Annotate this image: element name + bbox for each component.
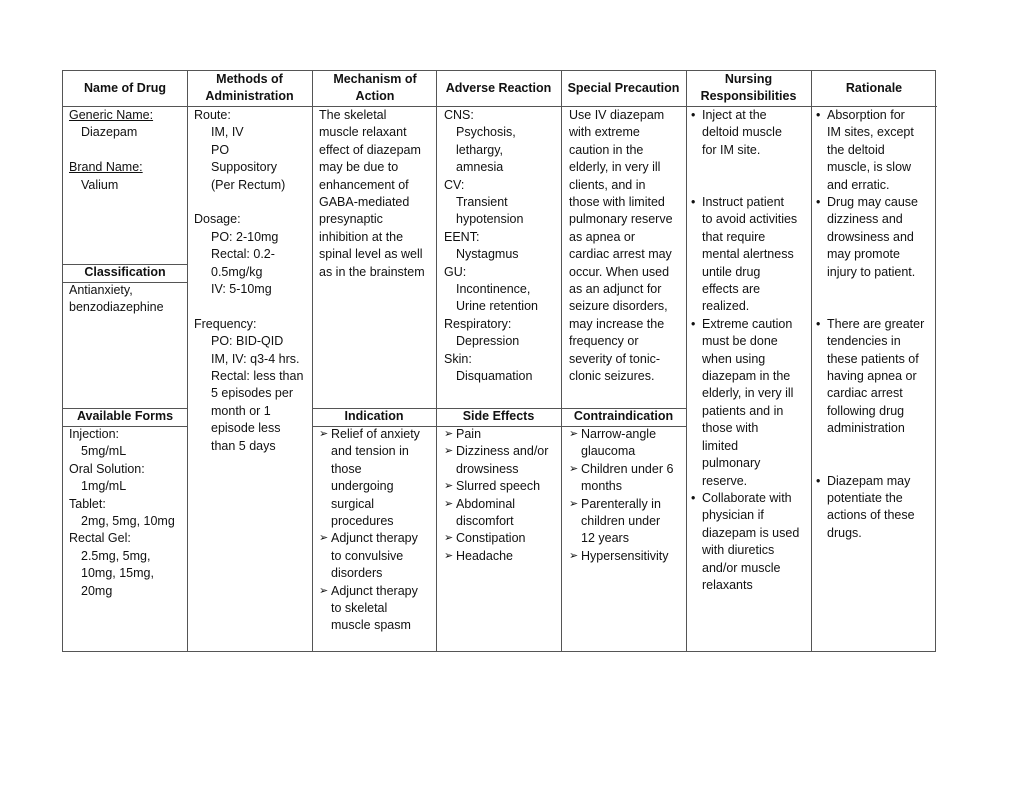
side-effect-item	[444, 426, 548, 443]
side-effect-line: discomfort	[456, 514, 514, 529]
mechanism-line: spinal level as well	[319, 247, 423, 262]
classification-line: benzodiazephine	[69, 300, 164, 315]
gu-value: Incontinence,	[456, 282, 531, 297]
oral-value: 1mg/mL	[81, 479, 127, 494]
nursing-line: • Extreme caution	[702, 316, 793, 331]
precaution-line: clients, and in	[569, 177, 646, 192]
rationale-line: may promote	[827, 247, 900, 262]
nursing-line: diazepam in the	[702, 369, 791, 384]
precaution-line: cardiac arrest may	[569, 247, 672, 262]
contraindication-line: glaucoma	[581, 444, 636, 459]
side-effect-line: ➢ Pain	[456, 427, 482, 441]
rationale-item-2	[815, 194, 924, 281]
drug-study-table	[62, 70, 936, 652]
rationale-line: • Absorption for	[827, 108, 905, 122]
nursing-line: relaxants	[702, 577, 753, 592]
nursing-line: • Collaborate with	[702, 490, 792, 505]
rationale-item-3	[815, 316, 924, 438]
nursing-line: must be done	[702, 334, 778, 349]
special-precaution-block	[569, 107, 673, 386]
nursing-line: to avoid activities	[702, 212, 798, 227]
nursing-line: • Inject at the	[702, 108, 767, 122]
rectal-gel-value: 2.5mg, 5mg,	[81, 548, 151, 563]
precaution-line: with extreme	[569, 125, 640, 140]
drug-name-block	[69, 107, 153, 194]
cv-label: CV:	[444, 177, 465, 192]
nursing-item-1	[690, 107, 799, 159]
mechanism-line: muscle relaxant	[319, 125, 407, 140]
contraindication-line: ➢ Children under 6	[581, 461, 674, 476]
rationale-line: • Drug may cause	[827, 195, 919, 210]
precaution-line: elderly, in very ill	[569, 160, 661, 175]
tablet-value: 2mg, 5mg, 10mg	[81, 514, 175, 529]
rationale-line: muscle, is slow	[827, 160, 912, 175]
brand-name-value: Valium	[81, 177, 119, 192]
header-methods: Methods of Administration	[205, 72, 294, 104]
mechanism-line: The skeletal	[319, 108, 387, 122]
nursing-line: limited	[702, 438, 739, 453]
rationale-line: the deltoid	[827, 142, 885, 157]
indication-line: undergoing	[331, 479, 394, 494]
contraindication-item	[569, 548, 673, 565]
nursing-line: and/or muscle	[702, 560, 781, 575]
side-effect-item	[444, 443, 548, 478]
nursing-line: that require	[702, 229, 766, 244]
brand-name-label: Brand Name:	[69, 160, 143, 175]
rationale-line: tendencies in	[827, 334, 901, 349]
precaution-line: as apnea or	[569, 229, 636, 244]
cv-value: hypotension	[456, 212, 524, 227]
header-nursing-responsibilities: Nursing Responsibilities	[700, 72, 797, 104]
nursing-responsibilities-list	[690, 107, 799, 594]
rationale-line: injury to patient.	[827, 264, 916, 279]
dosage-value: PO: 2-10mg	[211, 229, 279, 244]
indication-item-3	[319, 583, 420, 635]
nursing-line: pulmonary	[702, 456, 761, 471]
eent-value: Nystagmus	[456, 247, 519, 262]
nursing-line: those with	[702, 421, 759, 436]
header-mechanism: Mechanism of Action	[333, 72, 417, 104]
header-name-of-drug: Name of Drug	[84, 81, 166, 95]
rationale-list	[815, 107, 924, 542]
rectal-gel-value: 20mg	[81, 583, 113, 598]
mechanism-line: presynaptic	[319, 212, 383, 227]
precaution-line: frequency or	[569, 334, 639, 349]
cns-label: CNS:	[444, 108, 474, 122]
column-divider	[811, 71, 812, 651]
rationale-line: potentiate the	[827, 490, 903, 505]
precaution-line: seizure disorders,	[569, 299, 668, 314]
column-divider	[561, 71, 562, 651]
cns-value: Psychosis,	[456, 125, 516, 140]
rationale-line: cardiac arrest	[827, 386, 903, 401]
rationale-line: dizziness and	[827, 212, 903, 227]
contraindication-line: ➢ Narrow-angle	[581, 427, 657, 441]
nursing-item-4	[690, 490, 799, 594]
gu-value: Urine retention	[456, 299, 538, 314]
header-rationale: Rationale	[845, 81, 903, 95]
precaution-line: those with limited	[569, 195, 665, 210]
frequency-value: month or 1	[211, 403, 271, 418]
precaution-line: severity of tonic-	[569, 351, 661, 366]
nursing-line: • Instruct patient	[702, 195, 784, 210]
column-divider	[187, 71, 188, 651]
indication-line: and tension in	[331, 444, 409, 459]
frequency-value: than 5 days	[211, 438, 276, 453]
mechanism-block	[319, 107, 425, 281]
contraindication-line: 12 years	[581, 531, 629, 546]
generic-name-label: Generic Name:	[69, 108, 154, 122]
respiratory-label: Respiratory:	[444, 316, 512, 331]
precaution-line: clonic seizures.	[569, 369, 655, 384]
side-effect-line: ➢ Dizziness and/or	[456, 444, 549, 459]
contraindication-line: children under	[581, 514, 661, 529]
rationale-line: drowsiness and	[827, 229, 914, 244]
nursing-line: effects are	[702, 282, 761, 297]
indication-line: disorders	[331, 566, 383, 581]
route-value: PO	[211, 142, 230, 157]
frequency-label: Frequency:	[194, 316, 257, 331]
side-effect-item	[444, 548, 548, 565]
mechanism-line: inhibition at the	[319, 229, 404, 244]
mechanism-line: GABA-mediated	[319, 195, 410, 210]
indication-item-1	[319, 426, 420, 530]
indication-line: to skeletal	[331, 601, 388, 616]
rationale-line: and erratic.	[827, 177, 890, 192]
indication-line: surgical	[331, 496, 375, 511]
side-effect-line: ➢ Headache	[456, 548, 513, 563]
side-effects-list	[444, 426, 548, 565]
rationale-line: IM sites, except	[827, 125, 914, 140]
precaution-line: caution in the	[569, 142, 644, 157]
frequency-value: IM, IV: q3-4 hrs.	[211, 351, 300, 366]
rationale-line: these patients of	[827, 351, 919, 366]
cv-value: Transient	[456, 195, 508, 210]
mechanism-line: may be due to	[319, 160, 399, 175]
nursing-line: mental alertness	[702, 247, 794, 262]
indication-item-2	[319, 530, 420, 582]
mechanism-line: effect of diazepam	[319, 142, 421, 157]
contraindication-line: ➢ Hypersensitivity	[581, 548, 669, 563]
column-divider	[312, 71, 313, 651]
indication-line: ➢ Relief of anxiety	[331, 427, 420, 441]
rationale-line: following drug	[827, 403, 905, 418]
side-effect-item	[444, 496, 548, 531]
column-divider	[436, 71, 437, 651]
injection-label: Injection:	[69, 427, 120, 441]
rectal-gel-value: 10mg, 15mg,	[81, 566, 154, 581]
side-effect-line: ➢ Slurred speech	[456, 479, 541, 494]
mechanism-line: as in the brainstem	[319, 264, 425, 279]
rationale-line: • There are greater	[827, 316, 925, 331]
contraindication-heading: Contraindication	[573, 409, 674, 423]
indication-line: those	[331, 461, 362, 476]
side-effect-line: drowsiness	[456, 461, 519, 476]
nursing-item-3	[690, 316, 799, 490]
tablet-label: Tablet:	[69, 496, 106, 511]
indication-line: ➢ Adjunct therapy	[331, 583, 418, 598]
header-adverse-reaction: Adverse Reaction	[445, 81, 552, 95]
route-value: Suppository	[211, 160, 278, 175]
nursing-line: when using	[702, 351, 766, 366]
nursing-line: physician if	[702, 508, 764, 523]
contraindication-item	[569, 426, 673, 461]
available-forms-heading: Available Forms	[76, 409, 174, 423]
indication-line: ➢ Adjunct therapy	[331, 531, 418, 546]
frequency-value: Rectal: less than	[211, 369, 304, 384]
column-divider	[686, 71, 687, 651]
rationale-item-4	[815, 473, 924, 543]
side-effects-heading: Side Effects	[462, 409, 535, 423]
injection-value: 5mg/mL	[81, 444, 127, 459]
indication-line: muscle spasm	[331, 618, 411, 633]
classification-heading: Classification	[84, 265, 166, 279]
oral-label: Oral Solution:	[69, 461, 145, 476]
nursing-line: deltoid muscle	[702, 125, 782, 140]
route-label: Route:	[194, 108, 231, 122]
dosage-value: Rectal: 0.2-	[211, 247, 275, 262]
route-value: (Per Rectum)	[211, 177, 286, 192]
skin-value: Disquamation	[456, 369, 533, 384]
skin-label: Skin:	[444, 351, 472, 366]
contraindication-item	[569, 496, 673, 548]
indication-line: procedures	[331, 514, 394, 529]
nursing-line: patients and in	[702, 403, 784, 418]
side-effect-line: ➢ Constipation	[456, 531, 526, 546]
contraindication-list	[569, 426, 673, 565]
adverse-reaction-block	[444, 107, 538, 386]
contraindication-line: months	[581, 479, 622, 494]
contraindication-line: ➢ Parenterally in	[581, 496, 661, 511]
nursing-line: diazepam is used	[702, 525, 800, 540]
frequency-value: 5 episodes per	[211, 386, 294, 401]
frequency-value: PO: BID-QID	[211, 334, 284, 349]
nursing-line: elderly, in very ill	[702, 386, 794, 401]
contraindication-item	[569, 461, 673, 496]
rationale-item-1	[815, 107, 924, 194]
respiratory-value: Depression	[456, 334, 520, 349]
frequency-value: episode less	[211, 421, 281, 436]
available-forms-values	[69, 426, 175, 600]
route-value: IM, IV	[211, 125, 244, 140]
side-effect-item	[444, 478, 548, 495]
dosage-value: 0.5mg/kg	[211, 264, 263, 279]
nursing-item-2	[690, 194, 799, 316]
cns-value: amnesia	[456, 160, 504, 175]
generic-name-value: Diazepam	[81, 125, 138, 140]
nursing-line: realized.	[702, 299, 750, 314]
side-effect-line: ➢ Abdominal	[456, 496, 516, 511]
rationale-line: administration	[827, 421, 905, 436]
mechanism-line: enhancement of	[319, 177, 409, 192]
eent-label: EENT:	[444, 229, 480, 244]
rationale-line: having apnea or	[827, 369, 917, 384]
nursing-line: with diuretics	[702, 543, 775, 558]
dosage-value: IV: 5-10mg	[211, 282, 272, 297]
precaution-line: Use IV diazepam	[569, 108, 665, 122]
rationale-line: actions of these	[827, 508, 915, 523]
indication-line: to convulsive	[331, 548, 404, 563]
header-special-precaution: Special Precaution	[567, 81, 680, 95]
cns-value: lethargy,	[456, 142, 504, 157]
precaution-line: pulmonary reserve	[569, 212, 673, 227]
rectal-gel-label: Rectal Gel:	[69, 531, 131, 546]
nursing-line: for IM site.	[702, 142, 761, 157]
rationale-line: drugs.	[827, 525, 862, 540]
side-effect-item	[444, 530, 548, 547]
nursing-line: reserve.	[702, 473, 748, 488]
methods-block	[194, 107, 303, 455]
precaution-line: as an adjunct for	[569, 282, 662, 297]
rationale-line: • Diazepam may	[827, 473, 911, 488]
precaution-line: occur. When used	[569, 264, 670, 279]
indication-heading: Indication	[344, 409, 404, 423]
indication-list	[319, 426, 420, 635]
gu-label: GU:	[444, 264, 467, 279]
nursing-line: untile drug	[702, 264, 761, 279]
dosage-label: Dosage:	[194, 212, 241, 227]
classification-line: Antianxiety,	[69, 283, 133, 297]
classification-values	[69, 282, 164, 317]
precaution-line: may increase the	[569, 316, 665, 331]
